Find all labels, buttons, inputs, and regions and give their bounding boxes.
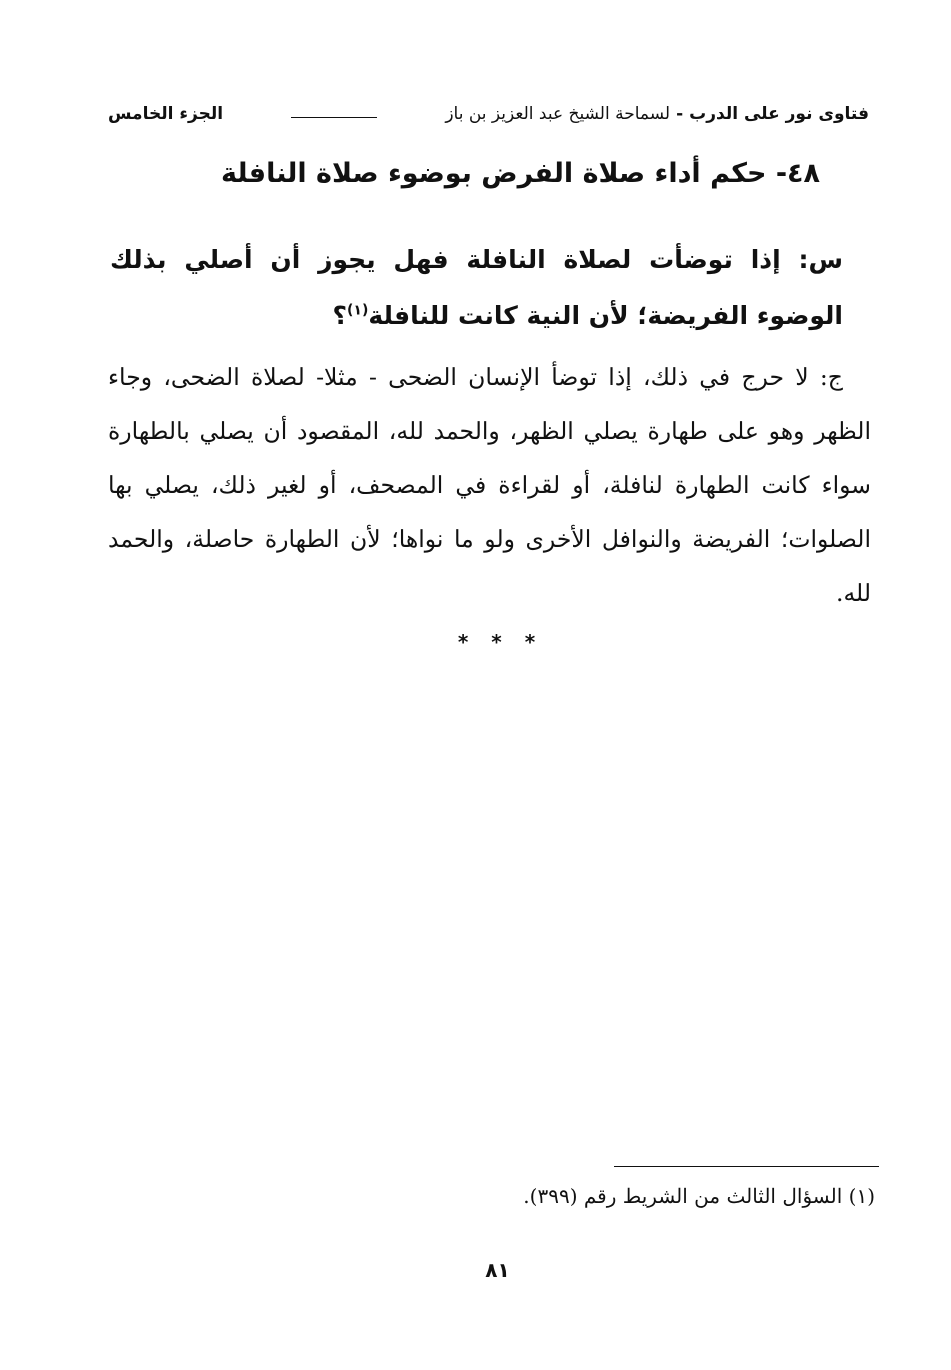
question-text: إذا توضأت لصلاة النافلة فهل يجوز أن أصلي بذلك الوضوء الفريضة؛ لأن النية كانت للنافلة [110, 245, 843, 330]
answer-paragraph [108, 350, 871, 620]
question-ending: ؟ [332, 301, 348, 330]
header-volume: الجزء الخامس [108, 104, 224, 124]
question-prefix: س: [798, 245, 843, 274]
running-header [108, 96, 869, 132]
answer-text: لا حرج في ذلك، إذا توضأ الإنسان الضحى - مثلا- لصلاة الضحى، وجاء الظهر وهو على طهارة يصلي الظهر، والحمد لله، المقصود أن يصلي بالطهارة سواء كانت الطهارة لنافلة، أو لقراءة في المصحف، أو لغير ذلك، يصلي بها الصلوات؛ الفريضة والنوافل الأخرى ولو ما نواها؛ لأن الطهارة حاصلة، والحمد لله. [108, 363, 871, 607]
header-book-info [445, 104, 869, 124]
footnote-rule [614, 1166, 879, 1167]
footnote-text: السؤال الثالث من الشريط رقم (٣٩٩). [523, 1184, 843, 1208]
question-paragraph [110, 232, 843, 344]
header-book-title: فتاوى نور على الدرب [689, 104, 869, 124]
header-rule [291, 117, 377, 118]
question-footnote-ref: (١) [347, 302, 369, 319]
header-author: لسماحة الشيخ عبد العزيز بن باز [445, 104, 671, 124]
answer-prefix: ج: [819, 363, 843, 391]
separator-stars: * * * [457, 630, 544, 654]
section-title: ٤٨- حكم أداء صلاة الفرض بوضوء صلاة النافلة [221, 158, 820, 189]
footnote-marker: (١) [848, 1184, 875, 1208]
footnote [100, 1180, 875, 1212]
page-number: ٨١ [485, 1258, 510, 1282]
header-separator: - [676, 104, 684, 124]
